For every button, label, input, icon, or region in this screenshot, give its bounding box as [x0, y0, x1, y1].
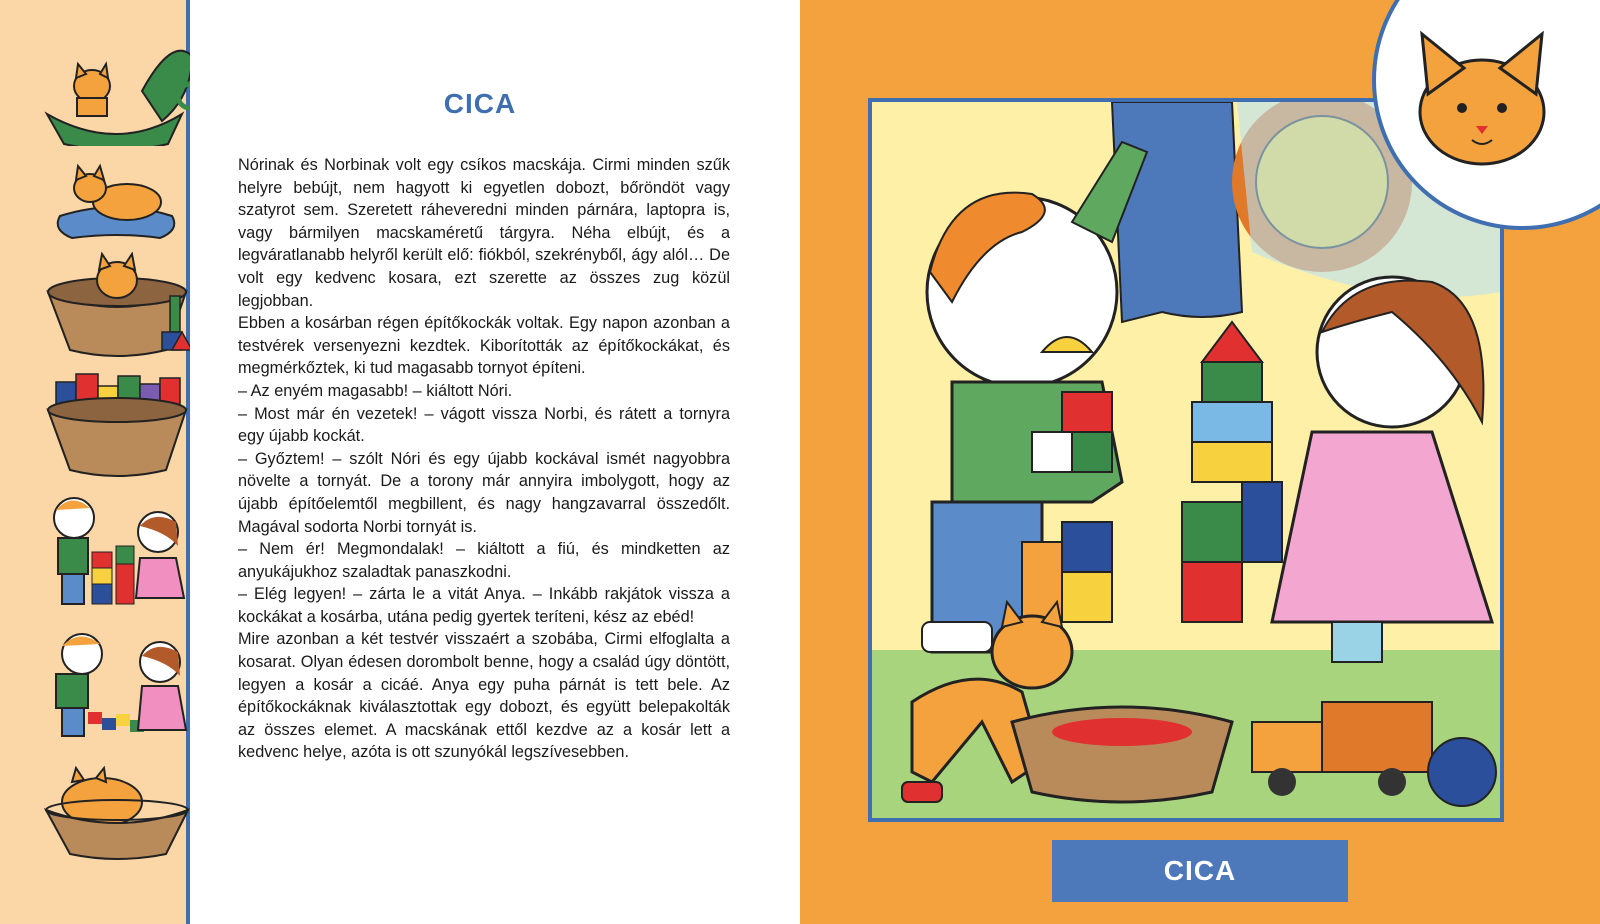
- cat-in-basket-thumbnail: [42, 252, 192, 362]
- story-paragraph: – Most már én vezetek! – vágott vissza Norbi, és rátett a tornyra egy újabb kockát.: [238, 404, 730, 446]
- cat-in-bag-thumbnail: [42, 36, 192, 146]
- story-paragraph: Nórinak és Norbinak volt egy csíkos macskája. Cirmi minden szűk helyre bebújt, nem hagyott ki egyetlen dobozt, bőröndöt vagy szatyrot sem. Szeretett ráheveredni minden párnára, laptopra is, vagy bármilyen macskaméretű tárgyra. Néha elbújt, és a legváratlanabb helyről került elő: fiókból, szekrényből, ágy alól… De volt egy kedvenc kosara, ezt szerette az összes zug közül legjobban.: [238, 156, 730, 310]
- kids-upset-thumbnail: [42, 622, 192, 740]
- basket-of-blocks-thumbnail: [42, 372, 192, 482]
- story-text: [238, 154, 730, 764]
- cat-face-icon: [1376, 0, 1600, 226]
- story-title: CICA: [443, 88, 517, 119]
- cat-on-pillow-thumbnail: [42, 158, 192, 240]
- story-paragraph: Mire azonban a két testvér visszaért a szobába, Cirmi elfoglalta a kosarat. Olyan édesen dorombolt benne, hogy a család úgy döntött, legyen a kosár a cicáé. Anya egy puha párnát is tett bele. Az építőkockáknak kiválasztottak egy dobozt, és együtt belepakolták az összes elemet. A macskának ettől kezdve az a kosár lett a kedvenc helye, azóta is ott szunyókál legszívesebben.: [238, 630, 730, 762]
- story-paragraph: Ebben a kosárban régen építőkockák voltak. Egy napon azonban a testvérek versenyezni kezdtek. Kiborították az építőkockákat, és megmérkőztek, ki tud magasabb tornyot építeni.: [238, 314, 730, 378]
- cat-badge: [1372, 0, 1600, 230]
- title-label: CICA: [1052, 840, 1348, 902]
- story-paragraph: – Elég legyen! – zárta le a vitát Anya. – Inkább rakjátok vissza a kockákat a kosárba, utána pedig gyertek teríteni, kész az ebéd!: [238, 585, 730, 626]
- cat-sleeping-thumbnail: [42, 766, 192, 862]
- story-paragraph: – Győztem! – szólt Nóri és egy újabb kockával ismét nagyobbra növelte a tornyát. De a torony már annyira imbolygott, hogy az újabb építőelemtől megbillent, és nagy hangzavarral összedőlt. Magával sodorta Norbi tornyát is.: [238, 449, 730, 536]
- story-paragraph: – Az enyém magasabb! – kiáltott Nóri.: [238, 381, 513, 400]
- kids-building-thumbnail: [42, 492, 192, 610]
- story-paragraph: – Nem ér! Megmondalak! – kiáltott a fiú, és mindketten az anyukájukhoz szaladtak panaszkodni.: [238, 540, 730, 581]
